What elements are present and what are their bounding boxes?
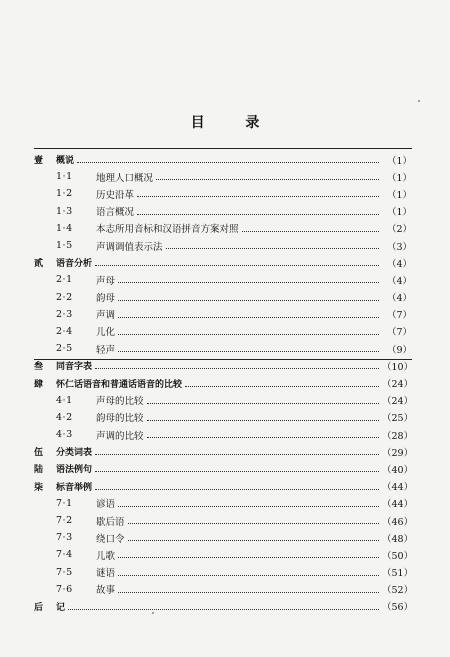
entry-number: 7·2 — [56, 515, 73, 527]
entry-number: 7·1 — [56, 497, 73, 509]
dot-leader — [147, 420, 379, 421]
entry-page-number: （44） — [382, 482, 414, 494]
toc-section-entry — [34, 220, 412, 237]
toc-section-entry — [34, 581, 412, 598]
entry-label: 概说 — [56, 156, 75, 167]
dot-leader — [118, 557, 379, 558]
entry-number: 陆 — [34, 465, 44, 476]
entry-label: 本志所用音标和汉语拼音方案对照 — [96, 224, 239, 236]
entry-label: 绕口令 — [96, 533, 125, 545]
dot-leader — [95, 489, 379, 490]
entry-page-number: （1） — [386, 207, 412, 219]
dot-leader — [118, 300, 379, 301]
entry-number: 1·2 — [56, 188, 73, 200]
entry-label: 歇后语 — [96, 516, 125, 528]
toc-section-entry — [34, 426, 412, 443]
entry-number: 1·4 — [56, 222, 73, 234]
entry-number: 1·1 — [56, 171, 73, 183]
entry-number: 7·4 — [56, 549, 73, 561]
top-rule — [34, 148, 412, 149]
dot-leader — [95, 265, 379, 266]
entry-number: 4·1 — [56, 394, 73, 406]
entry-page-number: （52） — [382, 585, 414, 597]
entry-page-number: （51） — [382, 568, 414, 580]
entry-page-number: （1） — [386, 172, 412, 184]
toc-section-entry — [34, 340, 412, 357]
entry-page-number: （3） — [386, 241, 412, 253]
entry-number: 2·1 — [56, 274, 73, 286]
toc-section-entry — [34, 529, 412, 546]
toc-section-entry — [34, 546, 412, 563]
toc-section-entry — [34, 237, 412, 254]
toc-section-entry — [34, 495, 412, 512]
entry-page-number: （4） — [386, 293, 412, 305]
dot-leader — [156, 179, 379, 180]
entry-label: 声母 — [96, 275, 116, 287]
entry-label: 故事 — [96, 585, 116, 597]
entry-number: 2·3 — [56, 308, 73, 320]
dot-leader — [118, 351, 379, 352]
entry-label: 标音举例 — [56, 482, 93, 493]
scan-speck — [418, 100, 420, 102]
entry-page-number: （28） — [382, 430, 414, 442]
dot-leader — [95, 471, 379, 472]
entry-page-number: （50） — [382, 550, 414, 562]
toc-section-entry — [34, 306, 412, 323]
entry-page-number: （10） — [382, 361, 414, 373]
dot-leader — [118, 282, 379, 283]
entry-page-number: （7） — [386, 310, 412, 322]
entry-label: 韵母 — [96, 293, 116, 305]
entry-label: 语音分析 — [56, 259, 93, 270]
toc-section-entry — [34, 271, 412, 288]
entry-label: 声调的比较 — [96, 430, 144, 442]
toc-chapter-entry — [34, 598, 412, 615]
dot-leader — [68, 609, 379, 610]
entry-number: 壹 — [34, 156, 44, 167]
entry-label: 语言概况 — [96, 207, 135, 219]
toc-section-entry — [34, 289, 412, 306]
entry-label: 韵母的比较 — [96, 413, 144, 425]
entry-page-number: （40） — [382, 464, 414, 476]
toc-section-entry — [34, 392, 412, 409]
toc-section-entry — [34, 409, 412, 426]
entry-number: 伍 — [34, 448, 44, 459]
toc-title: 目 录 — [190, 115, 278, 131]
entry-label: 语法例句 — [56, 465, 93, 476]
entry-label: 声调调值表示法 — [96, 241, 163, 253]
toc-section-entry — [34, 168, 412, 185]
entry-label: 轻声 — [96, 344, 116, 356]
dot-leader — [118, 334, 379, 335]
entry-number: 后 — [34, 602, 44, 613]
bottom-rule — [34, 359, 412, 360]
toc-section-entry — [34, 323, 412, 340]
entry-page-number: （7） — [386, 327, 412, 339]
dot-leader — [242, 231, 379, 232]
scan-speck — [152, 612, 154, 614]
toc-section-entry — [34, 512, 412, 529]
dot-leader — [137, 214, 379, 215]
dot-leader — [77, 162, 379, 163]
entry-label: 谜语 — [96, 568, 116, 580]
entry-number: 4·2 — [56, 411, 73, 423]
dot-leader — [118, 592, 379, 593]
entry-label: 声调 — [96, 310, 116, 322]
entry-label: 历史沿革 — [96, 189, 135, 201]
entry-number: 2·2 — [56, 291, 73, 303]
entry-page-number: （29） — [382, 447, 414, 459]
dot-leader — [137, 196, 379, 197]
toc-chapter-entry — [34, 443, 412, 460]
toc-chapter-entry — [34, 374, 412, 391]
entry-page-number: （24） — [382, 396, 414, 408]
dot-leader — [166, 248, 379, 249]
entry-number: 肆 — [34, 379, 44, 390]
entry-number: 4·3 — [56, 429, 73, 441]
entry-label: 分类词表 — [56, 448, 93, 459]
toc-chapter-entry — [34, 460, 412, 477]
entry-label: 记 — [56, 602, 66, 613]
entry-number: 7·6 — [56, 583, 73, 595]
entry-label: 地理人口概况 — [96, 172, 154, 184]
dot-leader — [185, 386, 379, 387]
toc-chapter-entry — [34, 254, 412, 271]
entry-page-number: （1） — [386, 155, 412, 167]
dot-leader — [147, 403, 379, 404]
entry-number: 7·5 — [56, 566, 73, 578]
entry-label: 怀仁话语音和普通话语音的比较 — [56, 379, 183, 390]
entry-page-number: （56） — [382, 602, 414, 614]
entry-number: 1·5 — [56, 240, 73, 252]
dot-leader — [147, 437, 379, 438]
entry-page-number: （44） — [382, 499, 414, 511]
dot-leader — [128, 523, 379, 524]
dot-leader — [118, 575, 379, 576]
entry-number: 7·3 — [56, 532, 73, 544]
toc-section-entry — [34, 203, 412, 220]
entry-page-number: （2） — [386, 224, 412, 236]
entry-label: 儿歌 — [96, 550, 116, 562]
entry-page-number: （1） — [386, 189, 412, 201]
dot-leader — [118, 506, 379, 507]
entry-page-number: （46） — [382, 516, 414, 528]
entry-page-number: （25） — [382, 413, 414, 425]
entry-number: 柒 — [34, 482, 44, 493]
entry-number: 叁 — [34, 362, 44, 373]
dot-leader — [95, 454, 379, 455]
entry-page-number: （4） — [386, 275, 412, 287]
entry-number: 1·3 — [56, 205, 73, 217]
table-of-contents — [34, 151, 412, 615]
entry-label: 声母的比较 — [96, 396, 144, 408]
toc-section-entry — [34, 185, 412, 202]
entry-number: 贰 — [34, 259, 44, 270]
entry-number: 2·5 — [56, 343, 73, 355]
entry-page-number: （9） — [386, 344, 412, 356]
entry-label: 谚语 — [96, 499, 116, 511]
toc-chapter-entry — [34, 478, 412, 495]
toc-section-entry — [34, 564, 412, 581]
dot-leader — [95, 368, 379, 369]
toc-chapter-entry — [34, 151, 412, 168]
entry-number: 2·4 — [56, 325, 73, 337]
entry-page-number: （24） — [382, 379, 414, 391]
entry-label: 儿化 — [96, 327, 116, 339]
entry-page-number: （48） — [382, 533, 414, 545]
entry-page-number: （4） — [386, 258, 412, 270]
dot-leader — [128, 540, 379, 541]
entry-label: 同音字表 — [56, 362, 93, 373]
dot-leader — [118, 317, 379, 318]
